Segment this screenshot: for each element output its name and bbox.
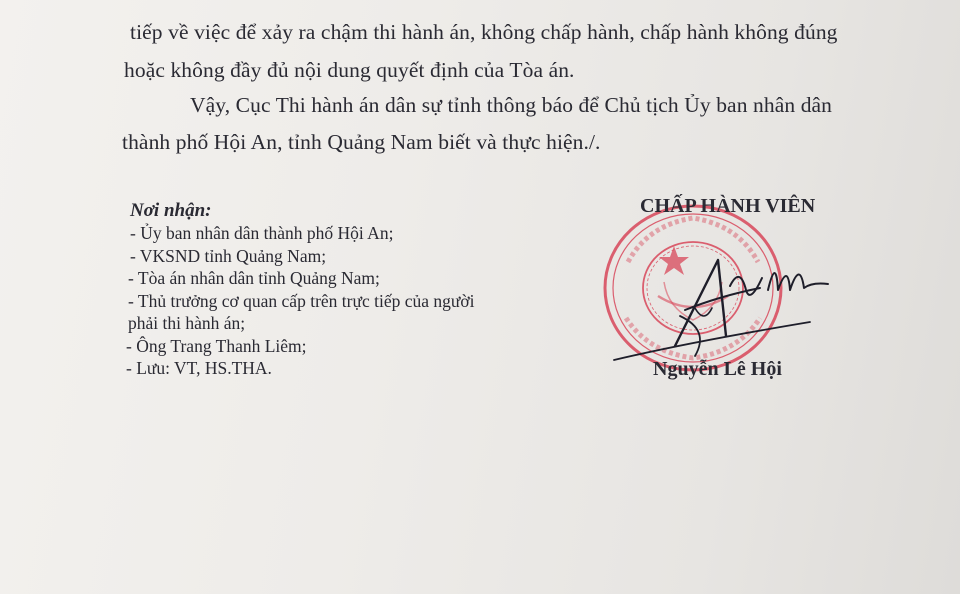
handwritten-signature-icon xyxy=(600,238,850,378)
body-line-4: thành phố Hội An, tỉnh Quảng Nam biết và thực hiện./. xyxy=(122,130,601,154)
recipient-item: - VKSND tỉnh Quảng Nam; xyxy=(130,246,327,266)
official-seal-icon xyxy=(598,200,788,375)
recipient-item: - Ông Trang Thanh Liêm; xyxy=(126,336,307,356)
signer-name: Nguyễn Lê Hội xyxy=(653,358,782,380)
recipients-title: Nơi nhận: xyxy=(130,200,212,221)
body-line-2: hoặc không đầy đủ nội dung quyết định của Tòa án. xyxy=(124,58,575,82)
body-line-3: Vậy, Cục Thi hành án dân sự tỉnh thông báo để Chủ tịch Ủy ban nhân dân xyxy=(190,93,833,117)
recipient-item: phải thi hành án; xyxy=(128,313,246,333)
recipient-item: - Tòa án nhân dân tỉnh Quảng Nam; xyxy=(128,268,380,288)
recipient-item: - Lưu: VT, HS.THA. xyxy=(126,358,272,378)
signer-title: CHẤP HÀNH VIÊN xyxy=(640,195,816,217)
recipient-item: - Ủy ban nhân dân thành phố Hội An; xyxy=(130,223,394,243)
recipient-item: - Thủ trưởng cơ quan cấp trên trực tiếp của người xyxy=(128,291,475,311)
body-line-1: tiếp về việc để xảy ra chậm thi hành án, không chấp hành, chấp hành không đúng xyxy=(130,20,838,44)
